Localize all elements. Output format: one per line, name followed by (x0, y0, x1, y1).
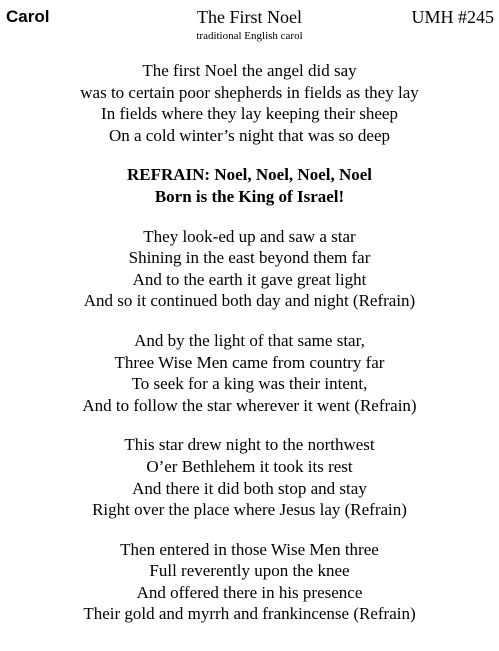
lyric-line: And by the light of that same star, (134, 330, 365, 350)
category-label: Carol (6, 7, 50, 26)
page-title: The First Noel (197, 7, 302, 27)
lyric-line: And there it did both stop and stay (132, 478, 367, 498)
subtitle: traditional English carol (196, 30, 303, 42)
verse-2 (0, 226, 499, 312)
lyric-line: Full reverently upon the knee (149, 561, 350, 581)
lyric-line: was to certain poor shepherds in fields as they lay (80, 82, 419, 102)
lyric-line: The first Noel the angel did say (142, 61, 357, 80)
page-header (0, 6, 499, 30)
lyric-line: O’er Bethlehem it took its rest (146, 456, 353, 476)
lyric-line: And to follow the star wherever it went (Refrain) (82, 395, 417, 415)
verse-4 (0, 434, 499, 520)
lyric-line: On a cold winter’s night that was so deep (108, 125, 391, 145)
lyric-line: To seek for a king was their intent, (131, 374, 368, 394)
lyric-line: Then entered in those Wise Men three (120, 539, 379, 559)
lyric-line: They look-ed up and saw a star (143, 226, 356, 246)
lyric-line: This star drew night to the northwest (124, 435, 375, 455)
lyric-line: Three Wise Men came from country far (114, 352, 385, 372)
lyric-line: And offered there in his presence (136, 582, 363, 602)
lyric-line: Their gold and myrrh and frankincense (Refrain) (83, 604, 416, 624)
lyrics-body (0, 60, 499, 643)
verse-5 (0, 539, 499, 625)
lyric-line: And so it continued both day and night (Refrain) (83, 291, 416, 311)
lyric-line: Shining in the east beyond them far (128, 248, 371, 268)
lyric-line: In fields where they lay keeping their sheep (101, 104, 398, 124)
lyric-line: Right over the place where Jesus lay (Refrain) (92, 500, 407, 520)
refrain-line: REFRAIN: Noel, Noel, Noel, Noel (126, 165, 373, 185)
hymnal-number: UMH #245 (411, 7, 494, 27)
verse-3 (0, 330, 499, 416)
refrain (0, 164, 499, 207)
verse-1 (0, 60, 499, 146)
refrain-line: Born is the King of Israel! (154, 186, 345, 206)
lyric-line: And to the earth it gave great light (132, 269, 367, 289)
